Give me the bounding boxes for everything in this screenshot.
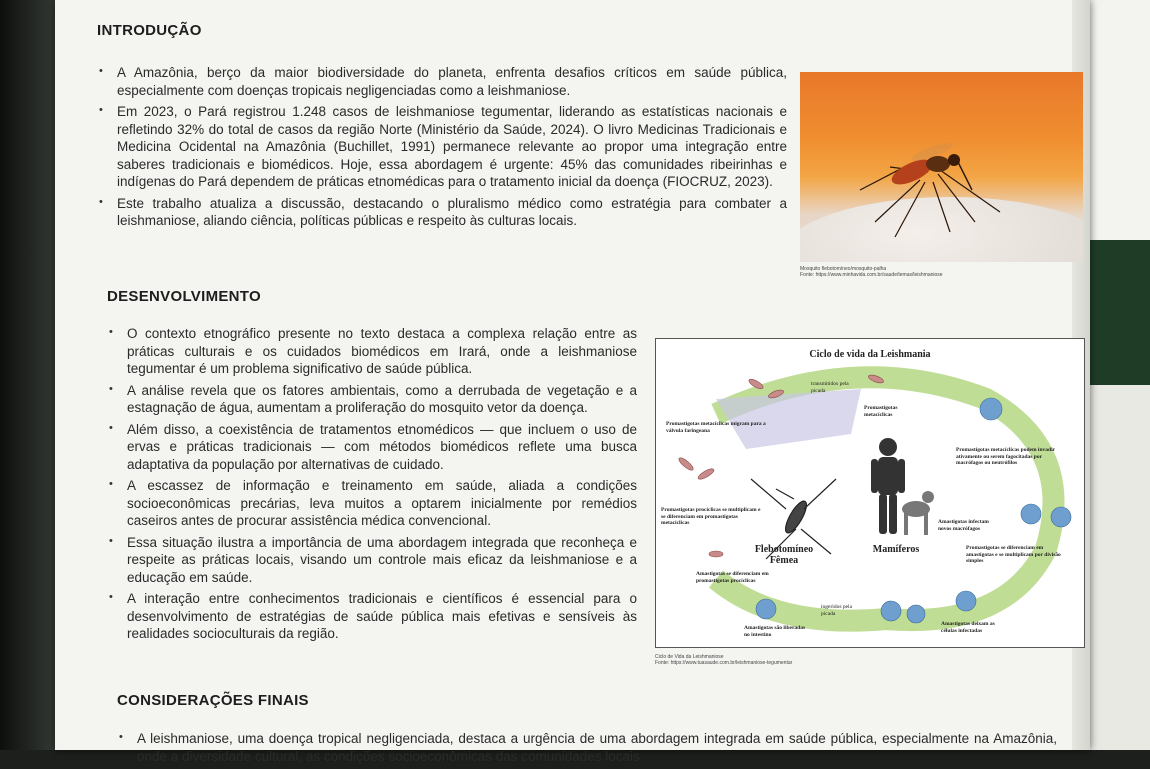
label-transmitidos: transmitidos pela picada bbox=[811, 381, 849, 394]
label-amastigotas-diferenciam: Amastigotas se diferenciam em promastigotas procíclicas bbox=[696, 571, 769, 584]
list-item: • A análise revela que os fatores ambientais, como a derrubada de vegetação e a estagnação de água, aumentam a proliferação do mosquito vetor da doença. bbox=[107, 382, 637, 417]
label-invadir: Promastigotas metacíclicas podem invadir ativamente ou serem fagocitadas por macrófagos ou neutrófilos bbox=[956, 447, 1055, 466]
label-deixam: Amastigotas deixam as células infectadas bbox=[941, 621, 995, 634]
wall-left bbox=[0, 0, 60, 750]
photo-caption-title: Mosquito flebotomíneo/mosquito-palha bbox=[800, 266, 887, 272]
introducao-list bbox=[97, 64, 787, 234]
label-prociclicas: Promastigotas procíclicas se multiplicam e se diferenciam em promastigotas metacíclicas bbox=[661, 507, 761, 526]
label-diferenciam: Promastigotas se diferenciam em amastigotas e se multiplicam por divisão simples bbox=[966, 545, 1061, 564]
mosquito-photo bbox=[800, 72, 1083, 262]
list-item: • A escassez de informação e treinamento em saúde, aliada a condições socioeconômicas precárias, leva muitos a optarem inicialmente por remédios caseiros antes de procurar assistência médica convencional. bbox=[107, 477, 637, 530]
photo-caption-source: Fonte: https://www.minhavida.com.br/saude/temas/leishmaniose bbox=[800, 272, 943, 278]
label-flebotomineo: Flebotomíneo Fêmea bbox=[754, 544, 814, 566]
list-item: • Essa situação ilustra a importância de uma abordagem integrada que reconheça e respeite as práticas locais, visando um controle mais eficaz da leishmaniose e a educação em saúde. bbox=[107, 534, 637, 587]
diagram-caption-source: Fonte: https://www.tuasaude.com.br/leishmaniose-tegumentar bbox=[655, 660, 793, 666]
desenvolvimento-heading: DESENVOLVIMENTO bbox=[107, 288, 261, 305]
desenvolvimento-list bbox=[107, 325, 637, 647]
list-item: • Este trabalho atualiza a discussão, destacando o pluralismo médico como estratégia para combater a leishmaniose, aliando ciência, políticas públicas e respeito às culturas locais. bbox=[97, 195, 787, 230]
label-ingeridos: ingeridos pela picada bbox=[821, 604, 853, 617]
human-icon bbox=[871, 438, 905, 534]
list-item: • A leishmaniose, uma doença tropical negligenciada, destaca a urgência de uma abordagem integrada em saúde pública, especialmente na Amazônia, onde a diversidade cultural, as condições socioeconômicas das comunidades locais bbox=[117, 730, 1057, 765]
list-item: • Em 2023, o Pará registrou 1.248 casos de leishmaniose tegumentar, liderando as estatísticas nacionais e refletindo 32% do total de casos da região Norte (Ministério da Saúde, 2024). O livro Medicinas Tradicionais e Medicina Ocidental na Amazônia (Buchillet, 1991) permanece relevante ao propor uma integração entre saberes tradicionais e biomédicos. Hoje, essa abordagem é urgente: 45% das comunidades ribeirinhas e indígenas do Pará dependem de práticas etnomédicas para o tratamento inicial da doença (FIOCRUZ, 2023). bbox=[97, 103, 787, 191]
label-infectam: Amastigotas infectam novos macrófagos bbox=[938, 519, 989, 532]
label-liberadas: Amastigotas são liberadas no intestino bbox=[744, 625, 806, 638]
wall-lower bbox=[1080, 385, 1150, 750]
mosquito-icon bbox=[800, 72, 1083, 262]
introducao-heading: INTRODUÇÃO bbox=[97, 22, 202, 39]
list-item: • O contexto etnográfico presente no texto destaca a complexa relação entre as práticas culturais e os cuidados biomédicos em Irará, onde a leishmaniose tegumentar é um problema significativo de saúde pública. bbox=[107, 325, 637, 378]
wall-right bbox=[1080, 0, 1150, 750]
cycle-drawing bbox=[656, 339, 1084, 647]
dog-icon bbox=[902, 491, 934, 535]
wall-green-stripe bbox=[1080, 240, 1150, 385]
label-migram: Promastigotas metacíclicas migram para a válvula faringeana bbox=[666, 421, 766, 434]
poster bbox=[55, 0, 1090, 764]
label-mamiferos: Mamíferos bbox=[872, 544, 920, 555]
diagram-caption bbox=[655, 654, 1083, 666]
list-item: • A interação entre conhecimentos tradicionais e científicos é essencial para o desenvolvimento de estratégias de saúde pública mais efetivas e sensíveis às realidades socioculturais da região. bbox=[107, 590, 637, 643]
diagram-title: Ciclo de vida da Leishmania bbox=[809, 349, 931, 360]
list-item: • A Amazônia, berço da maior biodiversidade do planeta, enfrenta desafios críticos em saúde pública, especialmente com doenças tropicais negligenciadas como a leishmaniose. bbox=[97, 64, 787, 99]
list-item: • Além disso, a coexistência de tratamentos etnomédicos — que incluem o uso de ervas e práticas tradicionais — com métodos biomédicos reflete uma busca adaptativa da população por alternativas de cuidado. bbox=[107, 421, 637, 474]
diagram-caption-title: Ciclo de Vida da Leishmaniose bbox=[655, 654, 724, 660]
label-promastigotas-metaciclicas: Promastigotas metacíclicas bbox=[864, 405, 898, 418]
leishmania-cycle-diagram bbox=[655, 338, 1085, 648]
consideracoes-heading: CONSIDERAÇÕES FINAIS bbox=[117, 692, 309, 709]
photo-caption bbox=[800, 266, 1083, 278]
